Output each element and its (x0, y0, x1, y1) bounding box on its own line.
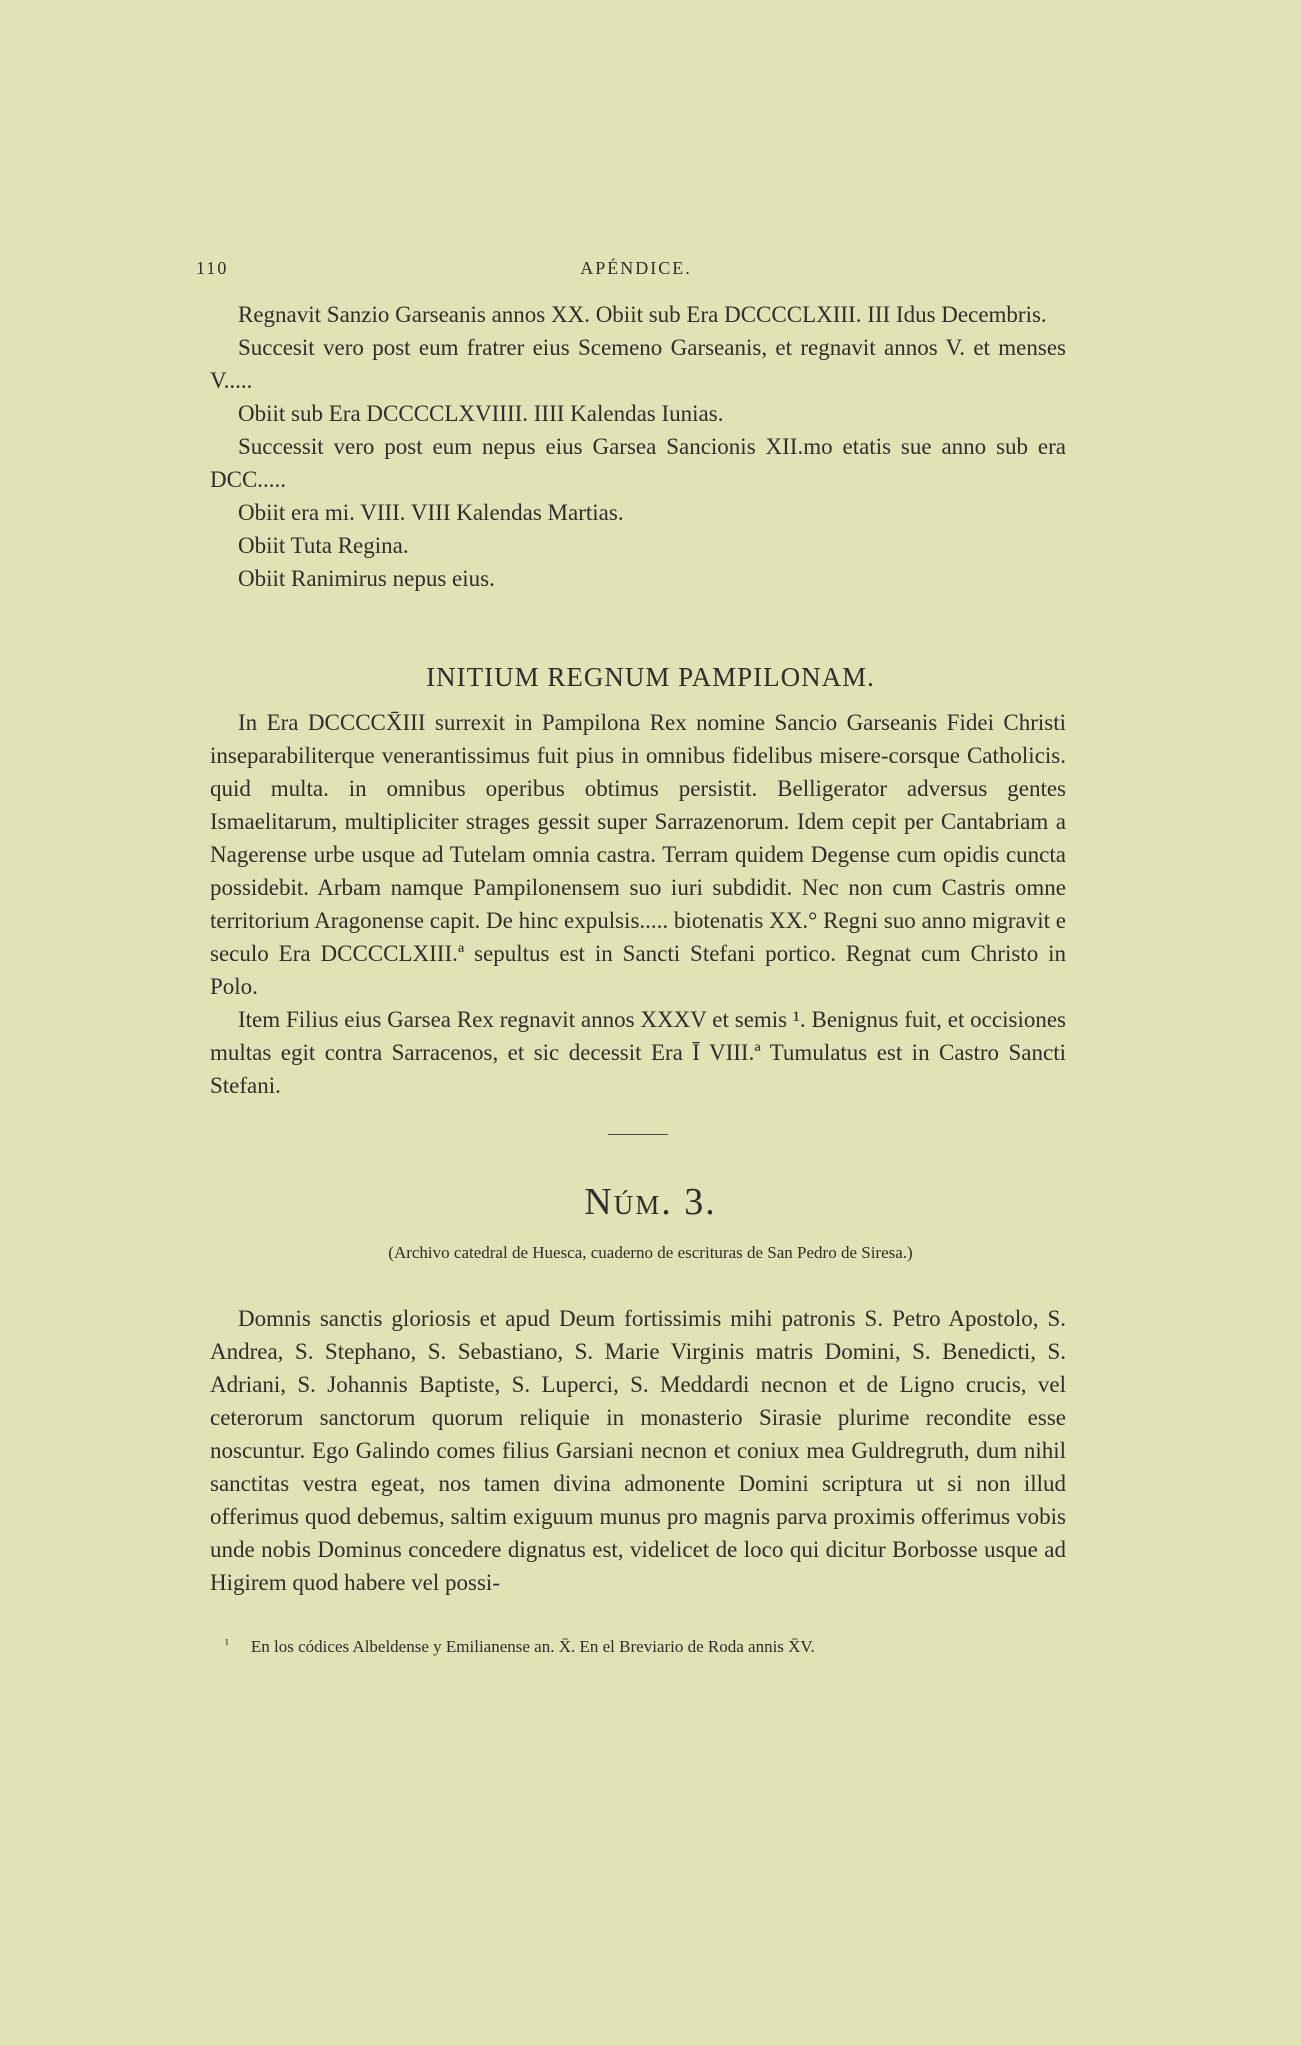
paragraph: Obiit era mi. VIII. VIII Kalendas Martias. (238, 500, 624, 525)
initium-section (210, 706, 1066, 1102)
document-number-title: Núm. 3. (584, 1181, 717, 1223)
footnote-mark: ¹ (225, 1636, 229, 1651)
paragraph: Successit vero post eum nepus eius Garsea Sancionis XII.mo etatis sue anno sub era DCC..... (210, 434, 1066, 492)
section-title: INITIUM REGNUM PAMPILONAM. (426, 662, 875, 692)
footnote (225, 1636, 1045, 1657)
paragraph: In Era DCCCCX̄III surrexit in Pampilona Rex nomine Sancio Garseanis Fidei Christi inseparabiliterque venerantissimus fuit pius in omnibus fidelibus misere-corsque Catholicis. quid multa. in omnibus operibus obtimus persistit. Belligerator adversus gentes Ismaelitarum, multipliciter strages gessit super Sarrazenorum. Idem cepit per Cantabriam a Nagerense urbe usque ad Tutelam omnia castra. Terram quidem Degense cum opidis cuncta possidebit. Arbam namque Pampilonensem suo iuri subdidit. Nec non cum Castris omne territorium Aragonense capit. De hinc expulsis..... biotenatis XX.° Regni suo anno migravit e seculo Era DCCCCLXIII.ª sepultus est in Sancti Stefani portico. Regnat cum Christo in Polo. (210, 710, 1066, 999)
archive-source: (Archivo catedral de Huesca, cuaderno de escrituras de San Pedro de Siresa.) (388, 1243, 913, 1262)
chronicle-section (210, 298, 1066, 595)
footnote-text: En los códices Albeldense y Emilianense an. X̄. En el Breviario de Roda annis X̄V. (250, 1637, 815, 1656)
paragraph: Domnis sanctis gloriosis et apud Deum fortissimis mihi patronis S. Petro Apostolo, S. Andrea, S. Stephano, S. Sebastiano, S. Marie Virginis matris Domini, S. Benedicti, S. Adriani, S. Johannis Baptiste, S. Luperci, S. Meddardi necnon et de Ligno crucis, vel ceterorum sanctorum quorum reliquie in monasterio Sirasie plurime recondite esse noscuntur. Ego Galindo comes filius Garsiani necnon et coniux mea Guldregruth, dum nihil sanctitas vestra egeat, nos tamen divina admonente Domini scriptura ut si non illud offerimus quod debemus, saltim exiguum munus pro magnis parva proximis offerimus vobis unde nobis Dominus concedere dignatus est, videlicet de loco qui dicitur Borbosse usque ad Higirem quod habere vel possi- (210, 1306, 1066, 1595)
page-number: 110 (196, 258, 229, 278)
page-header (196, 258, 1076, 286)
paragraph: Succesit vero post eum fratrer eius Scemeno Garseanis, et regnavit annos V. et menses V..... (210, 335, 1066, 393)
charter-text (210, 1302, 1066, 1599)
paragraph: Regnavit Sanzio Garseanis annos XX. Obiit sub Era DCCCCLXIII. III Idus Decembris. (238, 302, 1047, 327)
paragraph: Obiit Tuta Regina. (238, 533, 409, 558)
paragraph: Obiit Ranimirus nepus eius. (238, 566, 495, 591)
paragraph: Obiit sub Era DCCCCLXVIIII. IIII Kalendas Iunias. (238, 401, 724, 426)
running-title: APÉNDICE. (580, 258, 692, 278)
section-divider (608, 1134, 668, 1135)
paragraph: Item Filius eius Garsea Rex regnavit annos XXXV et semis ¹. Benignus fuit, et occisiones multas egit contra Sarracenos, et sic decessit Era Ī VIII.ª Tumulatus est in Castro Sancti Stefani. (210, 1007, 1066, 1098)
